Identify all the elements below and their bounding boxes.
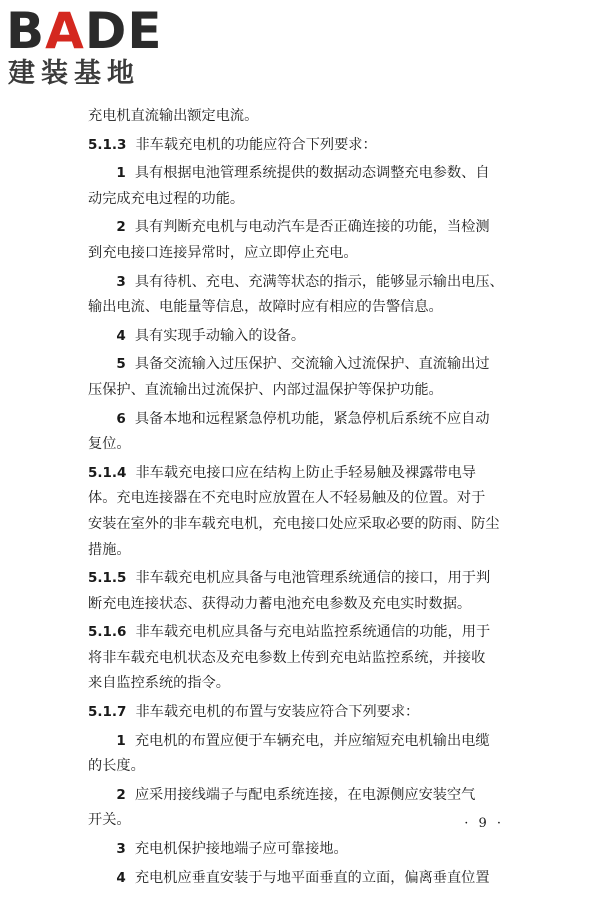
- clause-number: 5.1.5: [88, 570, 127, 587]
- clause-text: 非车载充电机的功能应符合下列要求：: [135, 136, 377, 153]
- list-item-continuation: 动完成充电过程的功能。: [88, 190, 245, 207]
- clause-5-1-4: [88, 461, 518, 563]
- clause-number: 5.1.7: [88, 704, 127, 721]
- list-item: 4 充电机应垂直安装于与地平面垂直的立面，偏离垂直位置: [116, 869, 490, 886]
- list-item: 5 具备交流输入过压保护、交流输入过流保护、直流输出过: [116, 356, 490, 373]
- clause-line: 断充电连接状态、获得动力蓄电池充电参数及充电实时数据。: [88, 595, 472, 612]
- clause-number: 5.1.4: [88, 464, 127, 481]
- clause-5-1-6: [88, 620, 518, 697]
- clause-5-1-3-items: [88, 161, 518, 458]
- list-item: 4 具有实现手动输入的设备。: [116, 327, 306, 344]
- list-item-continuation: 输出电流、电能量等信息，故障时应有相应的告警信息。: [88, 299, 443, 316]
- bade-logo: [6, 4, 178, 94]
- list-item-continuation: 到充电接口连接异常时，应立即停止充电。: [88, 244, 358, 261]
- clause-first-line: 5.1.5 非车载充电机应具备与电池管理系统通信的接口，用于判: [88, 570, 491, 587]
- clause-5-1-7-items: [88, 729, 518, 892]
- clause-line: 安装在室外的非车载充电机，充电接口处应采取必要的防雨、防尘: [88, 515, 500, 532]
- list-item-continuation: 开关。: [88, 812, 131, 829]
- clause-first-line: 5.1.4 非车载充电接口应在结构上防止手轻易触及裸露带电导: [88, 464, 476, 481]
- logo-subtitle: 建装基地: [8, 58, 140, 89]
- list-item: 6 具备本地和远程紧急停机功能，紧急停机后系统不应自动: [116, 410, 490, 427]
- clause-5-1-3-heading: [88, 133, 518, 159]
- list-item: 2 具有判断充电机与电动汽车是否正确连接的功能，当检测: [116, 219, 490, 236]
- clause-5-1-7-heading: 5.1.7 非车载充电机的布置与安装应符合下列要求：: [88, 704, 420, 721]
- logo-wordmark: BADE: [6, 2, 163, 60]
- list-item-continuation: 复位。: [88, 436, 131, 453]
- clause-5-1-5: [88, 566, 518, 617]
- intro-line: 充电机直流输出额定电流。: [88, 108, 259, 124]
- clause-line: 体。充电连接器在不充电时应放置在人不轻易触及的位置。对于: [88, 490, 486, 507]
- list-item: 1 充电机的布置应便于车辆充电，并应缩短充电机输出电缆: [116, 732, 490, 749]
- list-item: 3 具有待机、充电、充满等状态的指示，能够显示输出电压、: [116, 273, 504, 290]
- list-item: 3 充电机保护接地端子应可靠接地。: [116, 841, 348, 858]
- clause-number: 5.1.6: [88, 624, 127, 641]
- clause-first-line: 5.1.6 非车载充电机应具备与充电站监控系统通信的功能，用于: [88, 624, 491, 641]
- list-item: 2 应采用接线端子与配电系统连接，在电源侧应安装空气: [116, 786, 476, 803]
- list-item-continuation: 的长度。: [88, 758, 145, 775]
- clause-line: 来自监控系统的指令。: [88, 675, 230, 692]
- list-item-continuation: 压保护、直流输出过流保护、内部过温保护等保护功能。: [88, 381, 443, 398]
- clause-line: 将非车载充电机状态及充电参数上传到充电站监控系统，并接收: [88, 649, 486, 666]
- list-item: 1 具有根据电池管理系统提供的数据动态调整充电参数、自: [116, 165, 490, 182]
- clause-line: 措施。: [88, 541, 131, 558]
- page-number: · 9 ·: [464, 816, 504, 831]
- document-body: [88, 104, 518, 891]
- clause-number: 5.1.3: [88, 136, 127, 153]
